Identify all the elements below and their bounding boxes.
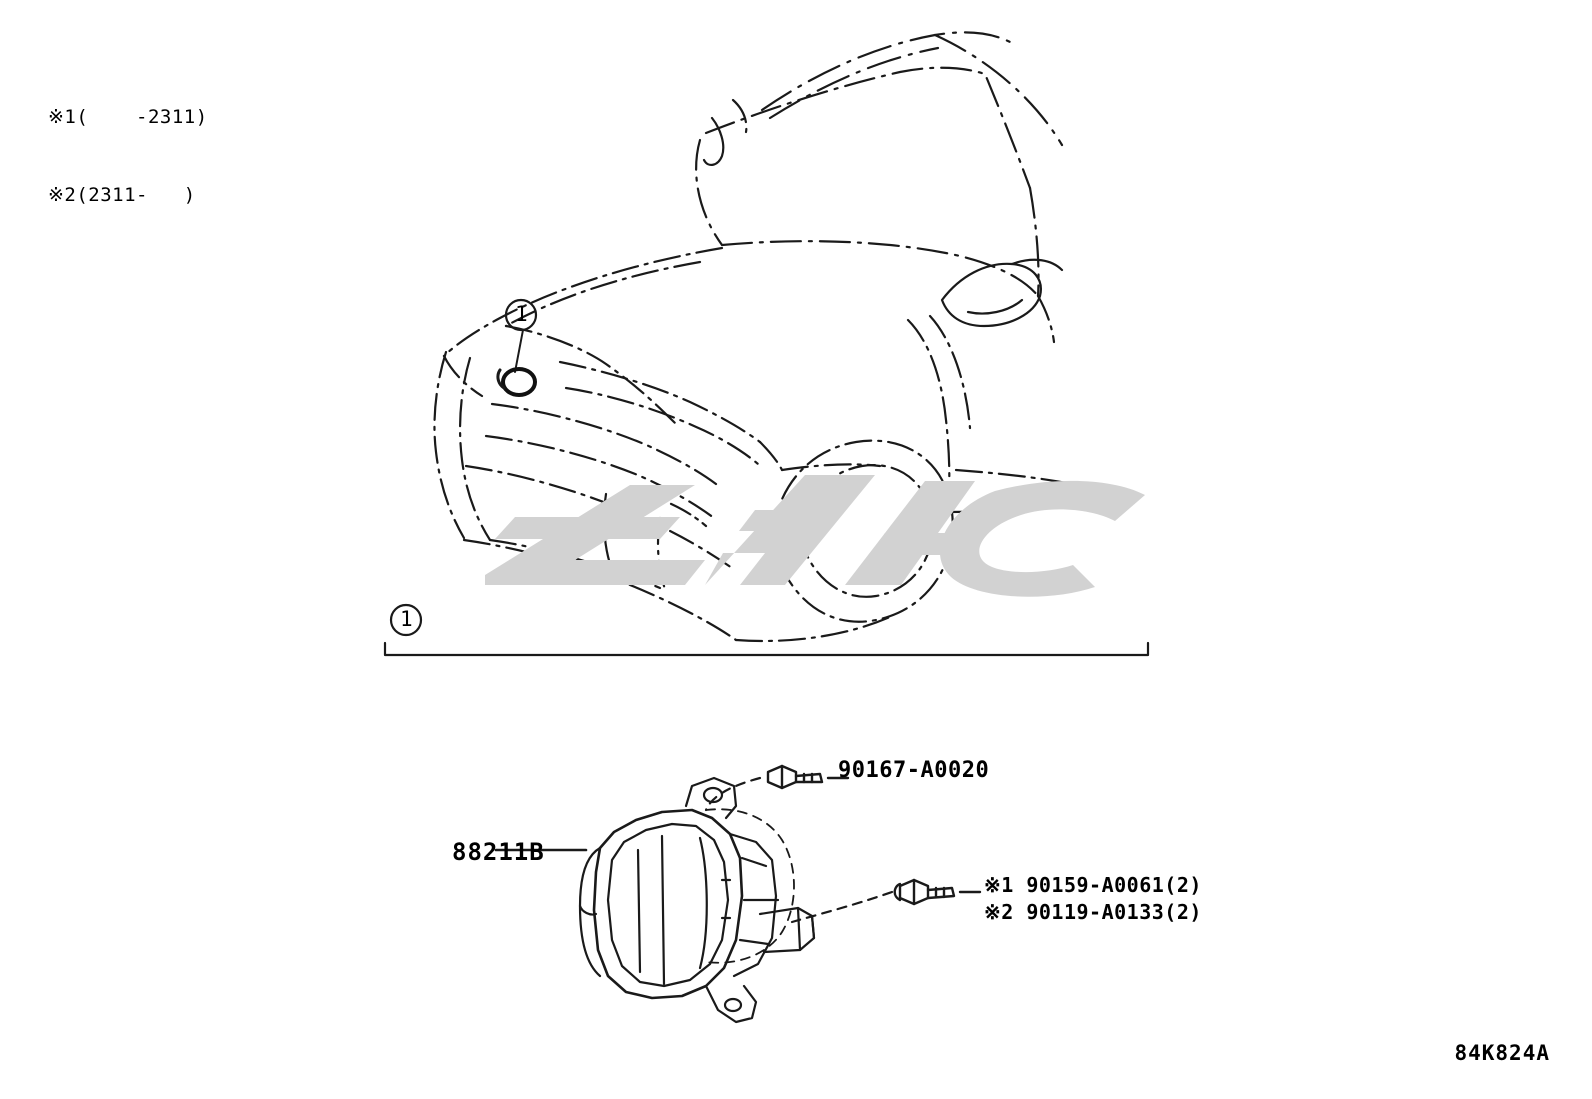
watermark (455, 455, 1155, 615)
callout-1-bracket: 1 (400, 607, 414, 631)
part-label-90159-A0061: ※1 90159-A0061(2) (984, 873, 1202, 897)
part-label-90167-A0020: 90167-A0020 (838, 758, 990, 783)
part-label-90119-A0133: ※2 90119-A0133(2) (984, 900, 1202, 924)
sheet-code: 84K824A (1454, 1041, 1550, 1065)
part-label-88211B: 88211B (452, 838, 545, 866)
note-line-1: ※1( -2311) (48, 106, 208, 128)
callout-1-upper: 1 (515, 302, 529, 326)
note-line-2: ※2(2311- ) (48, 184, 196, 206)
